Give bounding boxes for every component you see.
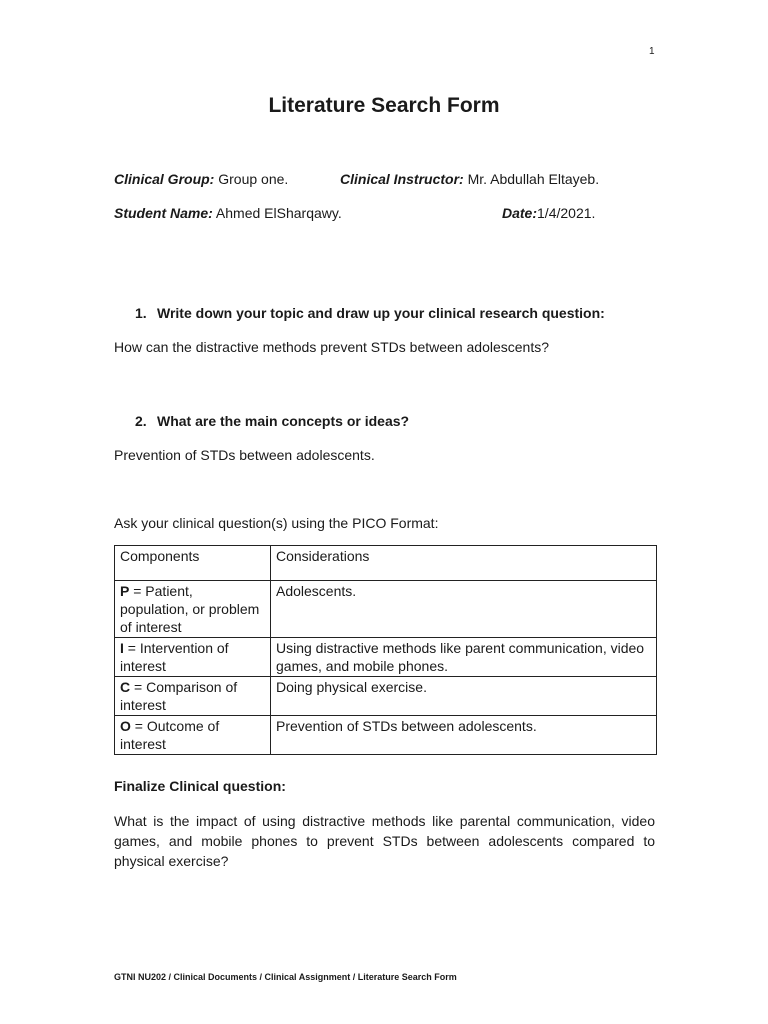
- table-header-cell: Considerations: [271, 546, 657, 581]
- pico-table: [114, 545, 657, 755]
- table-row: [115, 677, 657, 716]
- student-name-label: Student Name:: [114, 205, 213, 221]
- table-cell: Adolescents.: [271, 581, 657, 638]
- pico-letter: O: [120, 718, 131, 734]
- clinical-group-field: [114, 171, 288, 187]
- student-name-value: Ahmed ElSharqawy.: [215, 205, 342, 221]
- table-cell: [115, 581, 271, 638]
- date-field: [502, 205, 595, 221]
- table-row: [115, 716, 657, 755]
- clinical-group-label: Clinical Group:: [114, 171, 215, 187]
- question-2-answer: Prevention of STDs between adolescents.: [114, 447, 375, 463]
- question-1-number: 1.: [135, 305, 147, 321]
- table-cell: Prevention of STDs between adolescents.: [271, 716, 657, 755]
- finalize-text: What is the impact of using distractive methods like parental communication, video games, and mobile phones to prevent STDs between adolescents compared to physical exercise?: [114, 813, 655, 869]
- clinical-instructor-label: Clinical Instructor:: [340, 171, 464, 187]
- clinical-instructor-field: [340, 171, 599, 187]
- pico-letter: C: [120, 679, 131, 695]
- table-row: [115, 638, 657, 677]
- pico-letter: P: [120, 583, 130, 599]
- page-number: 1: [649, 46, 655, 57]
- pico-label: = Intervention of interest: [120, 640, 229, 674]
- table-cell: Doing physical exercise.: [271, 677, 657, 716]
- date-value: 1/4/2021.: [537, 205, 596, 221]
- table-header-row: [115, 546, 657, 581]
- clinical-instructor-value: Mr. Abdullah Eltayeb.: [467, 171, 600, 187]
- table-cell: Using distractive methods like parent communication, video games, and mobile phones.: [271, 638, 657, 677]
- pico-label: = Patient, population, or problem of interest: [120, 583, 260, 635]
- student-name-field: [114, 205, 342, 221]
- question-1-heading: [135, 305, 605, 321]
- table-cell: [115, 677, 271, 716]
- pico-letter: I: [120, 640, 124, 656]
- date-label: Date:: [502, 205, 538, 221]
- table-row: [115, 581, 657, 638]
- question-1-text: Write down your topic and draw up your clinical research question:: [157, 305, 605, 321]
- finalize-heading: Finalize Clinical question:: [114, 778, 286, 794]
- question-2-heading: [135, 413, 409, 429]
- question-1-answer: How can the distractive methods prevent STDs between adolescents?: [114, 339, 550, 355]
- question-2-text: What are the main concepts or ideas?: [157, 413, 410, 429]
- table-cell: [115, 638, 271, 677]
- pico-label: = Comparison of interest: [120, 679, 238, 713]
- page-title: Literature Search Form: [268, 94, 500, 117]
- footer-path: GTNI NU202 / Clinical Documents / Clinical Assignment / Literature Search Form: [114, 972, 457, 982]
- table-header-cell: Components: [115, 546, 271, 581]
- pico-intro: Ask your clinical question(s) using the PICO Format:: [114, 515, 439, 531]
- question-2-number: 2.: [135, 413, 147, 429]
- clinical-group-value: Group one.: [218, 171, 289, 187]
- pico-label: = Outcome of interest: [120, 718, 220, 752]
- table-cell: [115, 716, 271, 755]
